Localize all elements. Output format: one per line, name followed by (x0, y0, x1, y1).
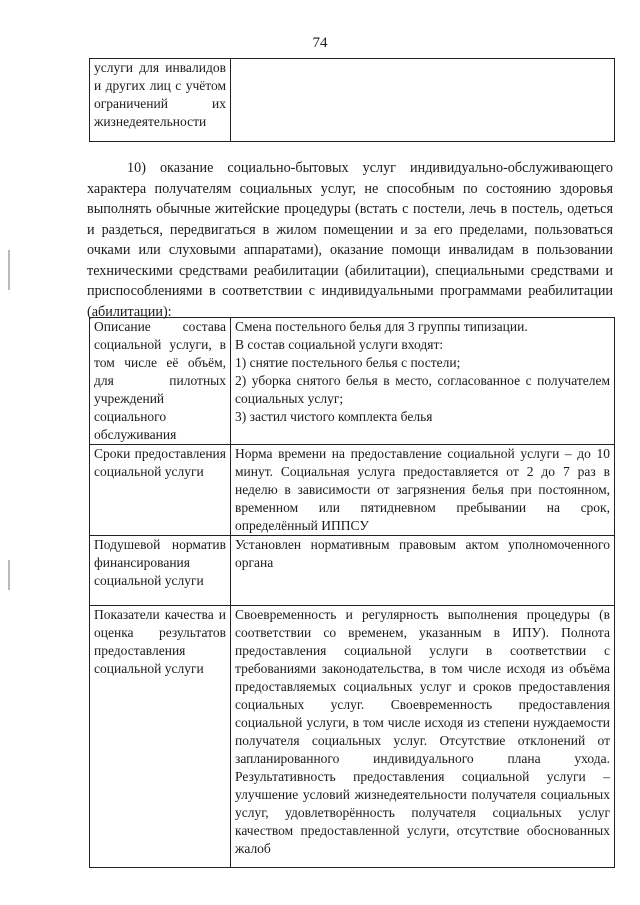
table-row (90, 606, 615, 868)
cell-line: 3) застил чистого комплекта белья (235, 409, 433, 424)
table-cell-value: Установлен нормативным правовым актом уполномоченного органа (231, 536, 615, 606)
margin-mark (8, 250, 10, 290)
cell-line: Смена постельного белья для 3 группы типизации. (235, 319, 528, 334)
table-row (90, 59, 615, 142)
table-cell-label: Сроки предоставления социальной услуги (90, 445, 231, 536)
table-row (90, 318, 615, 445)
table-cell-value: Своевременность и регулярность выполнения процедуры (в соответствии со временем, указанным в ИПУ). Полнота предоставления социальной услуги в соответствии с требованиями законодательства, в том числе исходя из объёма предоставляемых социальных услуг и сроков предоставления социальных услуг. Своевременность предоставления социальной услуги, в том числе исходя из степени нуждаемости получателя социальных услуг. Отсутствие отклонений от запланированного индивидуального плана ухода. Результативность предоставления социальной услуги – улучшение условий жизнедеятельности получателя социальных услуг, удовлетворённость получателя социальных услуг качеством предоставленной услуги, отсутствие обоснованных жалоб (231, 606, 615, 868)
table-row (90, 536, 615, 606)
cell-line: 2) уборка снятого белья в место, согласованное с получателем социальных услуг; (235, 373, 610, 406)
cell-line: 1) снятие постельного белья с постели; (235, 355, 461, 370)
table-cell-label: Показатели качества и оценка результатов предоставления социальной услуги (90, 606, 231, 868)
table-cell-value (231, 318, 615, 445)
table-fragment (89, 58, 615, 142)
page-number: 74 (312, 35, 328, 51)
service-table (89, 317, 615, 868)
table-cell-label: услуги для инвалидов и других лиц с учётом ограничений их жизнедеятельности (90, 59, 231, 142)
table-cell-value (231, 59, 615, 142)
margin-mark (8, 560, 10, 590)
table-cell-value: Норма времени на предоставление социальной услуги – до 10 минут. Социальная услуга предоставляется от 2 до 7 раз в неделю в зависимости от загрязнения белья при постоянном, временном или пятидневном пребывании на срок, определённый ИППСУ (231, 445, 615, 536)
body-paragraph: 10) оказание социально-бытовых услуг индивидуально-обслуживающего характера получателям социальных услуг, не способным по состоянию здоровья выполнять обычные житейские процедуры (встать с постели, лечь в постель, одеться и раздеться, передвигаться в жилом помещении и за его пределами, пользоваться очками или слуховыми аппаратами), оказание помощи инвалидам в пользовании техническими средствами реабилитации (абилитации), специальными средствами и приспособлениями в соответствии с индивидуальными программами реабилитации (абилитации): (87, 160, 613, 320)
cell-line: В состав социальной услуги входят: (235, 337, 444, 352)
table-row (90, 445, 615, 536)
table-cell-label: Подушевой норматив финансирования социальной услуги (90, 536, 231, 606)
table-cell-label: Описание состава социальной услуги, в том числе её объём, для пилотных учреждений социального обслуживания (90, 318, 231, 445)
